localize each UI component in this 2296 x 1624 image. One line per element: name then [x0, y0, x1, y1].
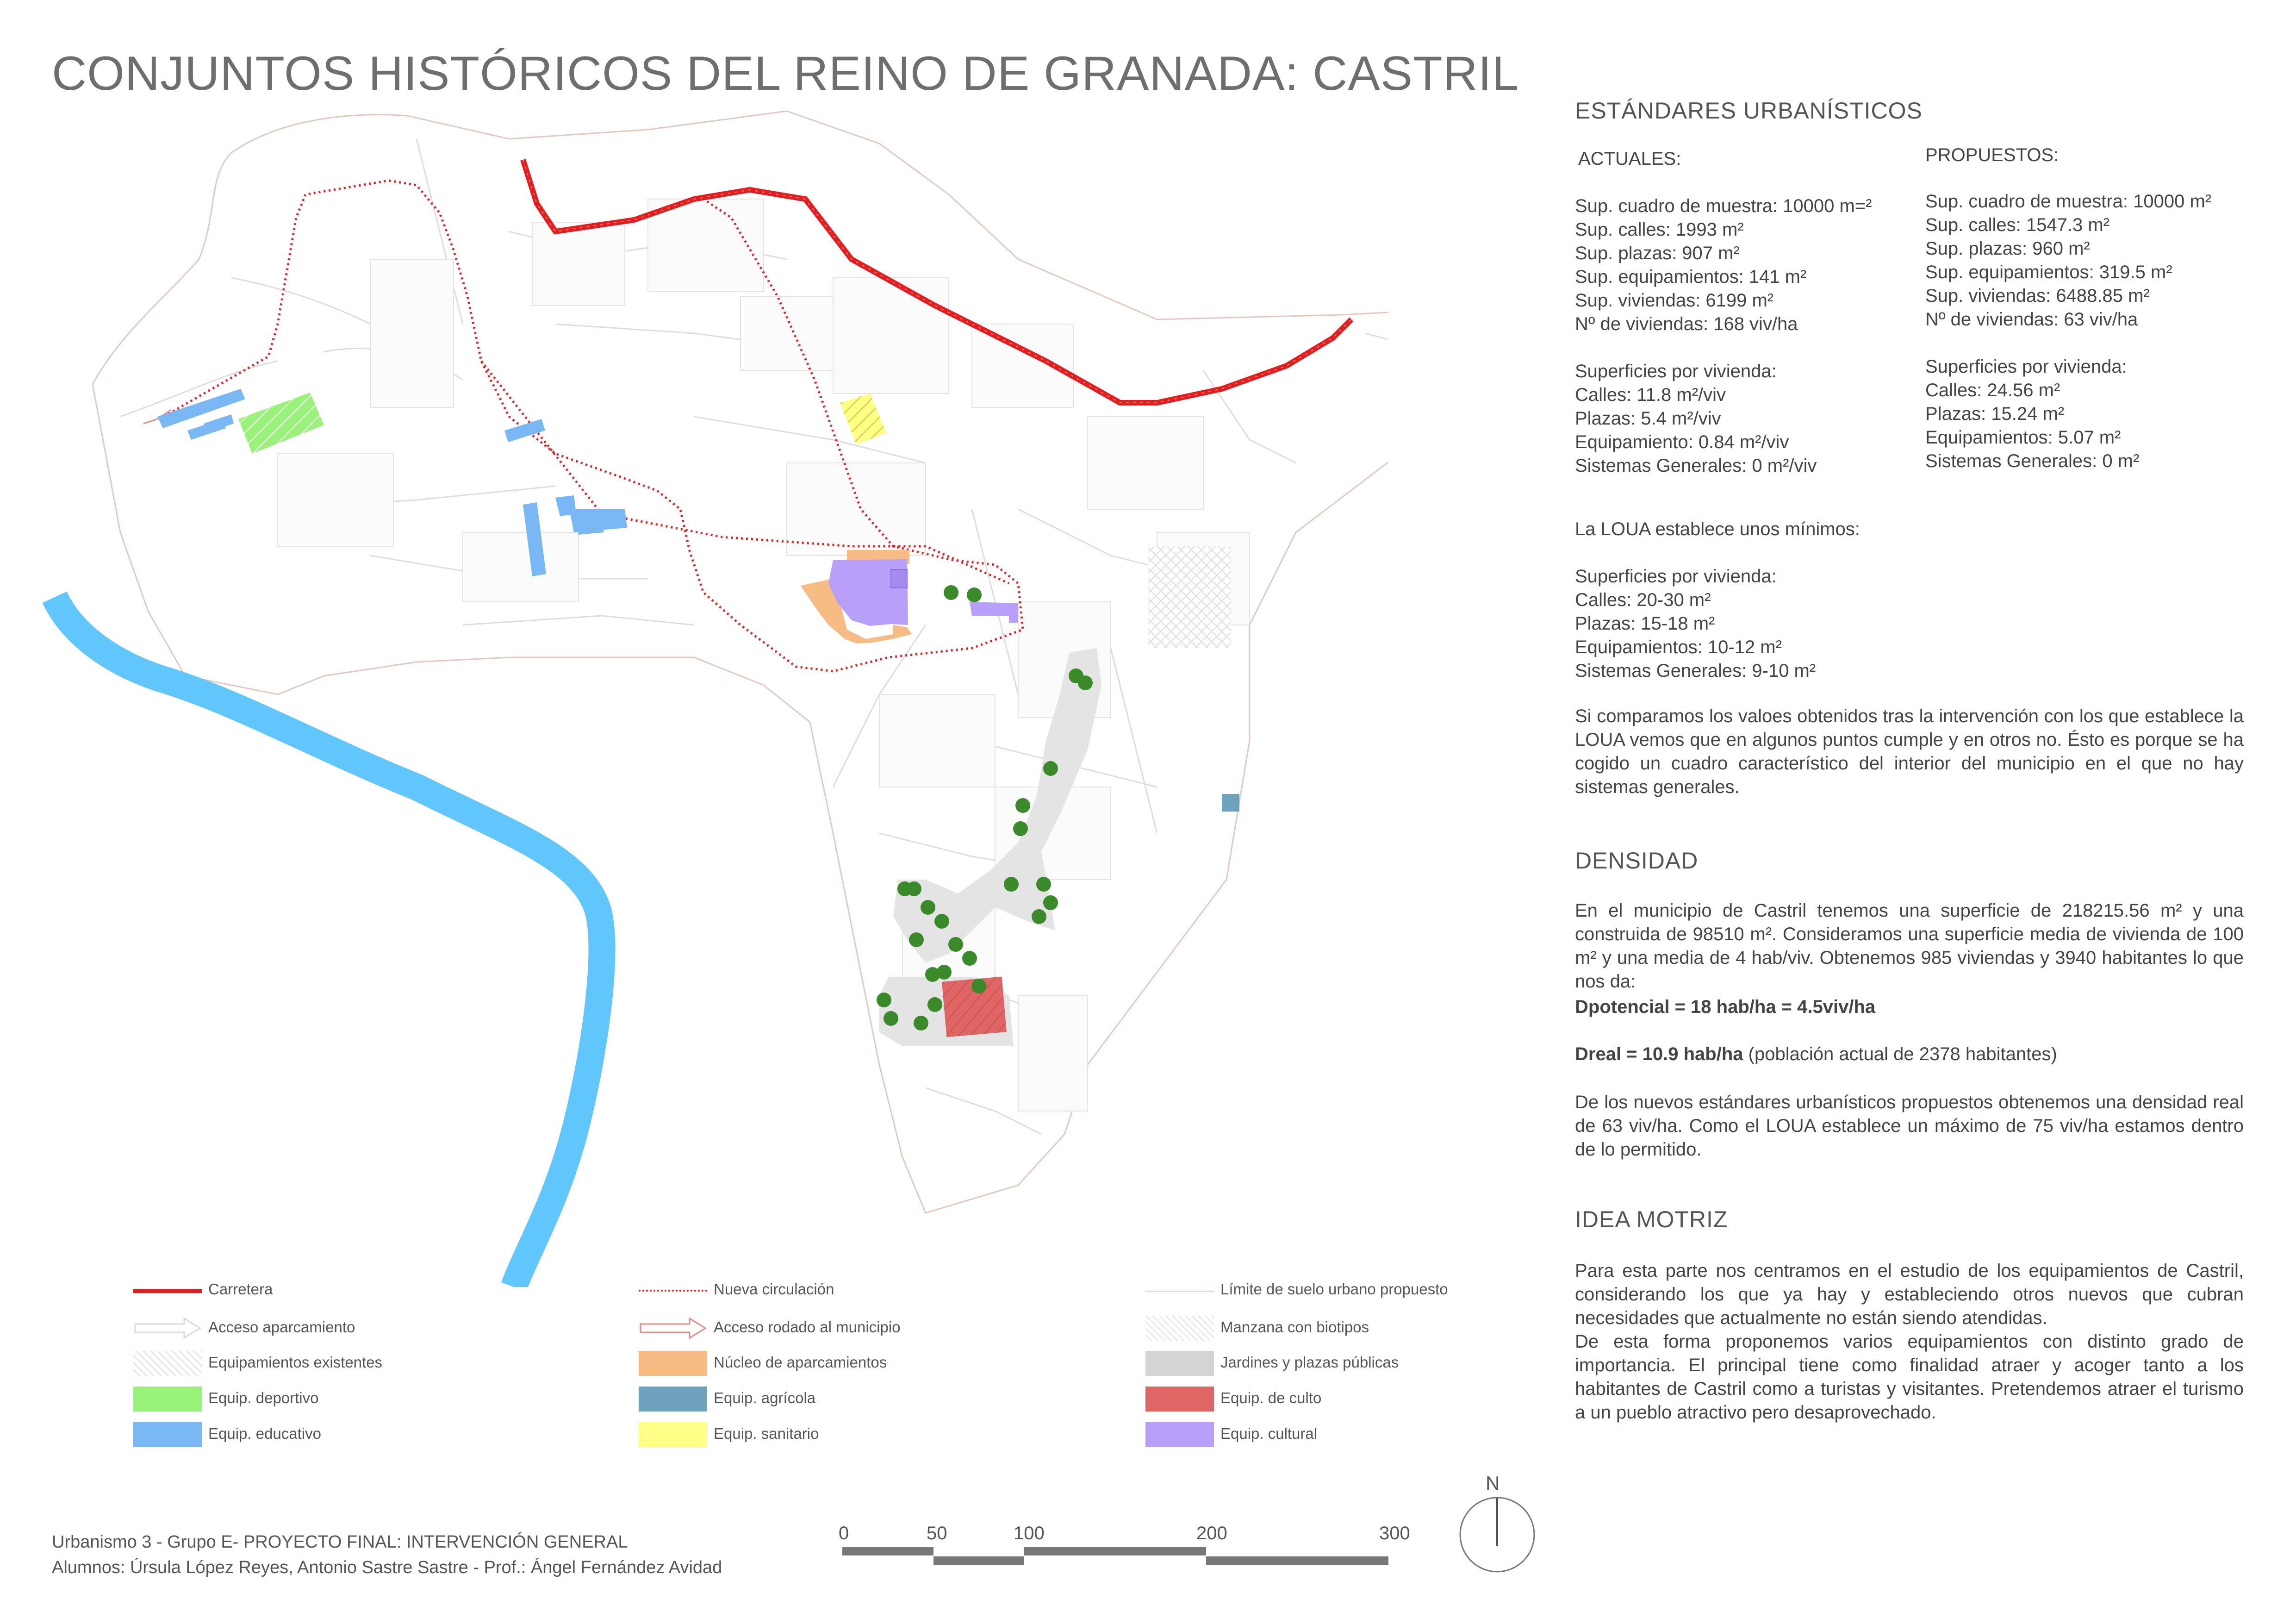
scale-label: 200 — [1196, 1523, 1227, 1543]
tree-icon — [1013, 821, 1028, 836]
actual-per-dwelling-line: Calles: 11.8 m²/viv — [1575, 385, 1726, 405]
proposed-per-dwelling-heading: Superficies por vivienda: — [1925, 356, 2127, 377]
river — [55, 597, 602, 1287]
tree-icon — [1032, 909, 1046, 924]
proposed-heading: PROPUESTOS: — [1925, 145, 2059, 165]
north-arrow — [1458, 1472, 1541, 1574]
legend-label-limite_suelo: Límite de suelo urbano propuesto — [1220, 1280, 1448, 1298]
legend-label-equip_educativo: Equip. educativo — [208, 1425, 322, 1442]
legend-label-equip_deportivo: Equip. deportivo — [208, 1389, 319, 1406]
scale-label: 300 — [1379, 1523, 1410, 1543]
actual-line: Nº de viviendas: 168 viv/ha — [1575, 314, 1798, 334]
legend-label-acceso_aparcamiento: Acceso aparcamiento — [208, 1318, 355, 1336]
cultural-equipment-annex — [891, 569, 907, 588]
dreal-value: Dreal = 10.9 hab/ha — [1575, 1044, 1743, 1064]
actual-line: Sup. calles: 1993 m² — [1575, 219, 1744, 240]
scale-label: 50 — [927, 1523, 947, 1543]
tree-icon — [914, 1016, 928, 1031]
sports-equipment — [238, 393, 324, 454]
legend-swatch-nucleo_aparcamientos — [639, 1351, 707, 1376]
authors-line: Alumnos: Úrsula López Reyes, Antonio Sastre Sastre - Prof.: Ángel Fernández Avidad — [52, 1558, 722, 1577]
legend-label-acceso_rodado: Acceso rodado al municipio — [714, 1318, 901, 1336]
scale-label: 0 — [839, 1523, 849, 1543]
housing-blocks — [278, 199, 1250, 1111]
tree-icon — [884, 1011, 898, 1026]
tree-icon — [967, 587, 982, 602]
legend-label-equip_sanitario: Equip. sanitario — [714, 1425, 819, 1442]
legend-swatch-equip_sanitario — [639, 1422, 707, 1447]
legend-swatch-equip_educativo — [133, 1422, 202, 1447]
agricultural-equipment — [1222, 794, 1239, 812]
scale-label: 100 — [1014, 1523, 1045, 1543]
legend-swatch-manzana_biotipos — [1145, 1316, 1214, 1341]
tree-icon — [1043, 895, 1058, 910]
legend-swatch-limite_suelo — [1145, 1291, 1214, 1292]
legend-label-equip_agricola: Equip. agrícola — [714, 1389, 816, 1406]
loua-line: Sistemas Generales: 9-10 m² — [1575, 661, 1816, 681]
tree-icon — [909, 932, 924, 947]
proposed-standards-list — [1925, 190, 2211, 473]
tree-icon — [877, 993, 891, 1007]
proposed-line: Sup. plazas: 960 m² — [1925, 238, 2090, 259]
proposed-per-dwelling-line: Sistemas Generales: 0 m² — [1925, 451, 2140, 471]
proposed-line: Sup. equipamientos: 319.5 m² — [1925, 262, 2172, 282]
tree-icon — [1078, 675, 1093, 690]
legend-label-equip_cultural: Equip. cultural — [1220, 1425, 1318, 1442]
idea-paragraph: Para esta parte nos centramos en el estudio de los equipamientos de Castril, considerando los que ya hay y estableciendo otros nuevos que cubran necesidades que actualmente no están siendo atendidas. — [1575, 1261, 2244, 1328]
cultural-equipment-secondary — [970, 602, 1018, 623]
north-label: N — [1486, 1472, 1500, 1494]
page-title: CONJUNTOS HISTÓRICOS DEL REINO DE GRANADA: CASTRIL — [52, 47, 1519, 100]
compass-icon — [1458, 1495, 1537, 1574]
actual-heading: ACTUALES: — [1578, 149, 1681, 169]
loua-line: Equipamientos: 10-12 m² — [1575, 637, 1782, 657]
course-line: Urbanismo 3 - Grupo E- PROYECTO FINAL: INTERVENCIÓN GENERAL — [52, 1532, 628, 1552]
tree-icon — [944, 585, 958, 600]
dreal-line — [1575, 1043, 2057, 1066]
tree-icon — [1015, 798, 1030, 813]
idea-heading: IDEA MOTRIZ — [1575, 1206, 1728, 1232]
legend-swatch-acceso_aparcamiento — [133, 1316, 202, 1341]
proposed-line: Sup. calles: 1547.3 m² — [1925, 215, 2109, 235]
proposed-per-dwelling-line: Calles: 24.56 m² — [1925, 380, 2060, 400]
loua-intro: La LOUA establece unos mínimos: — [1575, 519, 1860, 539]
proposed-line: Nº de viviendas: 63 viv/ha — [1925, 309, 2138, 330]
density-heading: DENSIDAD — [1575, 848, 1699, 874]
scale-segment — [1024, 1547, 1206, 1555]
loua-block — [1575, 518, 1860, 683]
density-paragraph-2: De los nuevos estándares urbanísticos propuestos obtenemos una densidad real de 63 viv/ha. Como el LOUA establece un máximo de 75 viv/ha estamos dentro de lo permitido. — [1575, 1092, 2244, 1160]
legend-swatch-acceso_rodado — [639, 1316, 707, 1341]
proposed-per-dwelling-line: Equipamientos: 5.07 m² — [1925, 427, 2121, 448]
proposed-line: Sup. cuadro de muestra: 10000 m² — [1925, 191, 2212, 212]
tree-icon — [1043, 761, 1058, 776]
legend-label-equip_culto: Equip. de culto — [1220, 1389, 1322, 1406]
proposed-line: Sup. viviendas: 6488.85 m² — [1925, 286, 2150, 306]
tree-icon — [925, 967, 940, 982]
loua-line: Calles: 20-30 m² — [1575, 590, 1711, 610]
scale-segment — [933, 1556, 1024, 1565]
legend-swatch-jardines — [1145, 1351, 1214, 1376]
tree-icon — [1036, 877, 1051, 892]
legend-swatch-equip_deportivo — [133, 1387, 202, 1412]
dreal-note: (población actual de 2378 habitantes) — [1743, 1044, 2057, 1064]
tree-icon — [948, 937, 963, 952]
proposed-per-dwelling-line: Plazas: 15.24 m² — [1925, 404, 2065, 424]
legend-label-nucleo_aparcamientos: Núcleo de aparcamientos — [714, 1354, 887, 1371]
actual-per-dwelling-line: Equipamiento: 0.84 m²/viv — [1575, 432, 1789, 452]
density-paragraph: En el municipio de Castril tenemos una superficie de 218215.56 m² y una construida de 98510 m². Consideramos una superficie media de vivienda de 100 m² y una media de 4 hab/viv. Obtenemos 985 viviendas y 3940 habitantes lo que nos da: — [1575, 900, 2244, 992]
scale-segment — [842, 1547, 933, 1555]
loua-line: Plazas: 15-18 m² — [1575, 613, 1715, 634]
scale-bar — [839, 1523, 1416, 1579]
actual-line: Sup. equipamientos: 141 m² — [1575, 267, 1807, 287]
legend-swatch-equip_culto — [1145, 1387, 1214, 1412]
biotope-block — [1148, 546, 1231, 648]
loua-heading: Superficies por vivienda: — [1575, 566, 1777, 587]
legend-label-equip_existentes: Equipamientos existentes — [208, 1354, 383, 1371]
actual-line: Sup. viviendas: 6199 m² — [1575, 290, 1774, 311]
legend-swatch-nueva_circulacion — [639, 1290, 707, 1292]
tree-icon — [927, 997, 942, 1012]
scale-segment — [1206, 1556, 1388, 1565]
legend-label-manzana_biotipos: Manzana con biotipos — [1220, 1318, 1369, 1336]
tree-icon — [962, 951, 977, 966]
urban-plan-map — [0, 0, 1388, 1287]
tree-icon — [921, 900, 935, 915]
actual-line: Sup. plazas: 907 m² — [1575, 243, 1740, 263]
legend-label-jardines: Jardines y plazas públicas — [1220, 1354, 1399, 1371]
comparison-paragraph: Si comparamos los valoes obtenidos tras la intervención con los que establece la LOUA vemos que en algunos puntos cumple y en otros no. Ésto es porque se ha cogido un cuadro característico del interior del municipio en el que no hay sistemas generales. — [1575, 706, 2244, 797]
standards-heading: ESTÁNDARES URBANÍSTICOS — [1575, 98, 1923, 124]
actual-per-dwelling-line: Plazas: 5.4 m²/viv — [1575, 408, 1721, 429]
actual-line: Sup. cuadro de muestra: 10000 m=² — [1575, 196, 1872, 216]
tree-icon — [1004, 877, 1019, 892]
tree-icon — [907, 881, 921, 896]
actual-per-dwelling-line: Sistemas Generales: 0 m²/viv — [1575, 456, 1817, 476]
actual-per-dwelling-heading: Superficies por vivienda: — [1575, 361, 1777, 381]
idea-paragraph-2: De esta forma proponemos varios equipamientos con distinto grado de importancia. El principal tiene como finalidad atraer y acoger tanto a los habitantes de Castril como a turistas y visitantes. Pretendemos atraer el turismo a un pueblo atractivo pero desaprovechado. — [1575, 1331, 2244, 1423]
legend-label-nueva_circulacion: Nueva circulación — [714, 1280, 834, 1298]
legend-swatch-equip_existentes — [133, 1351, 202, 1376]
legend-label-carretera: Carretera — [208, 1280, 273, 1298]
dpotencial-line: Dpotencial = 18 hab/ha = 4.5viv/ha — [1575, 997, 1876, 1017]
legend-swatch-equip_cultural — [1145, 1422, 1214, 1447]
health-equipment — [840, 394, 886, 444]
actual-standards-list — [1575, 194, 1872, 478]
legend-swatch-carretera — [133, 1289, 202, 1293]
tree-icon — [934, 914, 949, 929]
legend-swatch-equip_agricola — [639, 1387, 707, 1412]
tree-icon — [971, 979, 986, 993]
